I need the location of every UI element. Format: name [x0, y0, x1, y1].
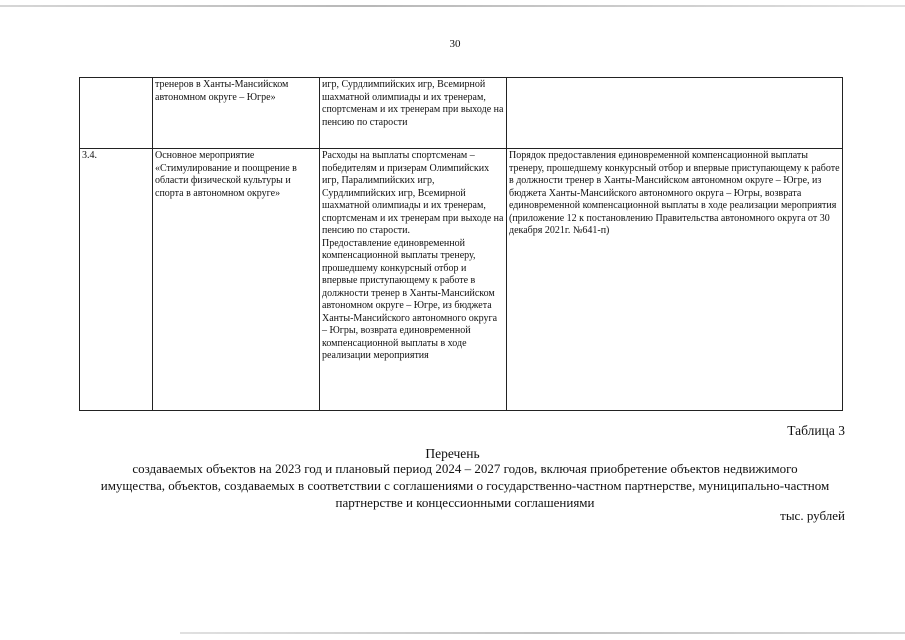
section-title: Перечень — [425, 446, 480, 461]
table-label: Таблица 3 — [787, 423, 845, 438]
direction-paragraph: Предоставление единовременной компенсационной выплаты тренеру, прошедшему конкурсный отбор и впервые приступающему к работе в должности тренер в Ханты-Мансийском автономном округе – Югре, из бюджета Ханты-Мансийского автономного округа – Югры, возврата единовременной компенсационной выплаты в ходе реализации мероприятия — [322, 237, 498, 361]
page-number: 30 — [449, 38, 461, 50]
table-cell-event: Основное мероприятие «Стимулирование и поощрение в области физической культуры и спорта в автономном округе» — [153, 149, 320, 411]
table-cell-number: 3.4. — [80, 149, 153, 411]
table-row — [80, 78, 843, 149]
measures-table — [79, 77, 843, 411]
table-cell-event: тренеров в Ханты-Мансийском автономном округе – Югре» — [153, 78, 320, 149]
table-row — [80, 149, 843, 411]
direction-paragraph: Расходы на выплаты спортсменам – победителям и призерам Олимпийских игр, Паралимпийских игр, Сурдлимпийских игр, Всемирной шахматной олимпиады и их тренерам, спортсменам и их тренерам при выходе на пенсию по старости. — [322, 150, 504, 236]
table-cell-procedure: Порядок предоставления единовременной компенсационной выплаты тренеру, прошедшему конкурсный отбор и впервые приступающему к работе в должности тренер в Ханты-Мансийском автономном округе – Югре, из бюджета Ханты-Мансийского автономного округа – Югры, возврата единовременной компенсационной выплаты в ходе реализации мероприятия (приложение 12 к постановлению Правительства автономного округа от 30 декабря 2021г. №641-п) — [507, 149, 843, 411]
scan-edge-bottom — [180, 632, 905, 634]
scan-edge-top — [0, 5, 905, 7]
table-cell-direction — [320, 149, 507, 411]
table-cell-procedure — [507, 78, 843, 149]
units-label: тыс. рублей — [780, 508, 845, 523]
table-cell-number — [80, 78, 153, 149]
section-description: создаваемых объектов на 2023 год и плановый период 2024 – 2027 годов, включая приобретение объектов недвижимого имущества, объектов, создаваемых в соответствии с соглашениями о государственно-частном партнерстве, муниципально-частном партнерстве и концессионными соглашениями — [100, 461, 830, 510]
table-cell-direction: игр, Сурдлимпийских игр, Всемирной шахматной олимпиады и их тренерам, спортсменам и их тренерам при выходе на пенсию по старости — [320, 78, 507, 149]
